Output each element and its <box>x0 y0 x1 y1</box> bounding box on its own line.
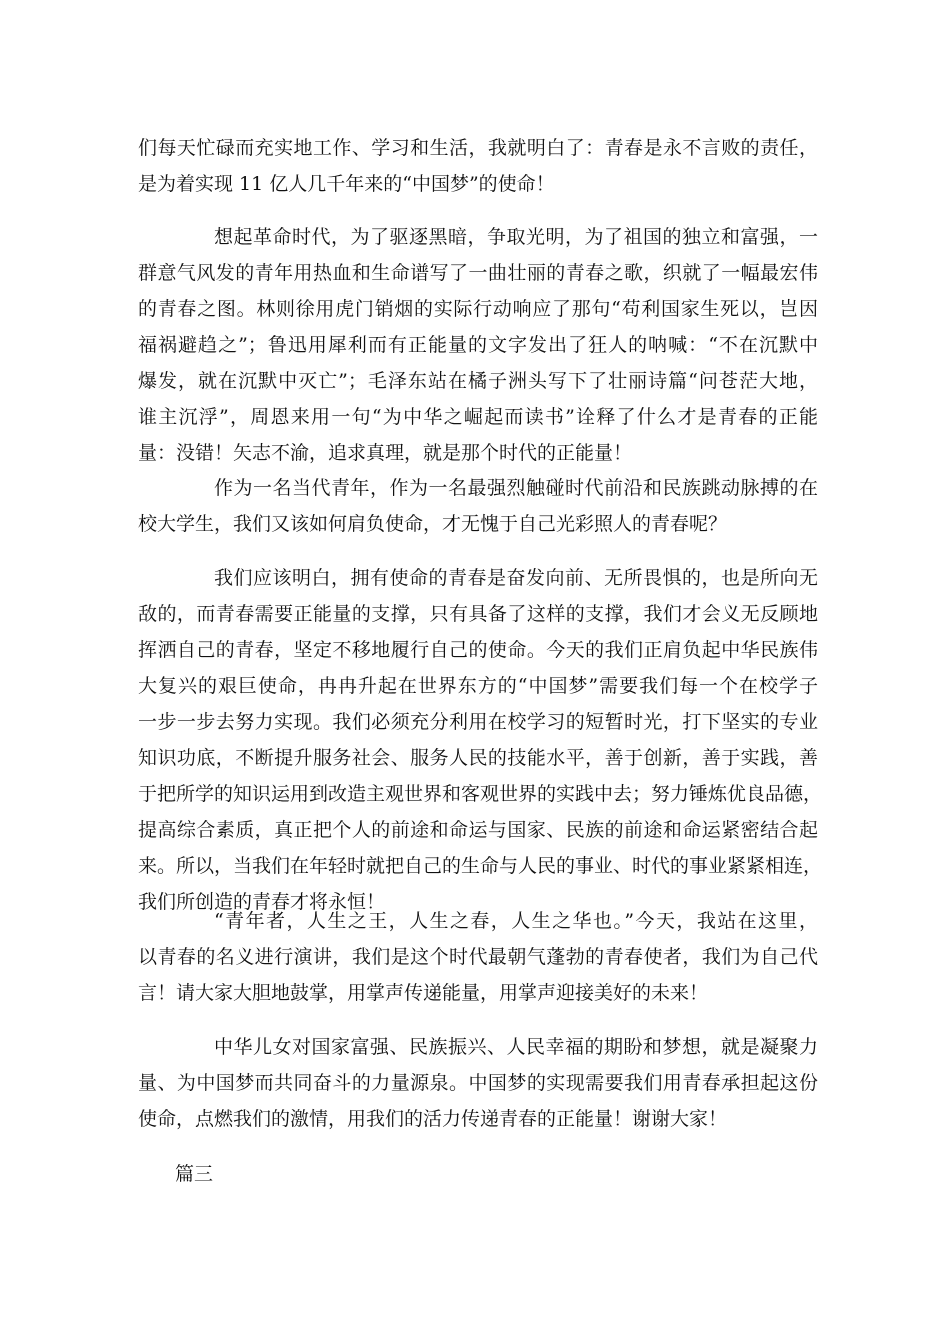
paragraph-3 <box>138 470 818 542</box>
text-line: 我们所创造的青春才将永恒！ <box>138 891 386 913</box>
text-line: 群意气风发的青年用热血和生命谱写了一曲壮丽的青春之歌，织就了一幅最宏伟 <box>138 262 818 284</box>
text-line: 福祸避趋之”；鲁迅用犀利而有正能量的文字发出了狂人的呐喊：“不在沉默中 <box>138 334 818 356</box>
paragraph-5 <box>138 903 818 1011</box>
text-line: 于把所学的知识运用到改造主观世界和客观世界的实践中去；努力锤炼优良品德， <box>138 783 823 805</box>
text-line: 校大学生，我们又该如何肩负使命，才无愧于自己光彩照人的青春呢？ <box>138 513 728 535</box>
text-line: 的青春之图。林则徐用虎门销烟的实际行动响应了那句“苟利国家生死以，岂因 <box>138 298 818 320</box>
text-line: 来。所以，当我们在年轻时就把自己的生命与人民的事业、时代的事业紧紧相连， <box>138 855 823 877</box>
text-line: 使命，点燃我们的激情，用我们的活力传递青春的正能量！谢谢大家！ <box>138 1108 728 1130</box>
text-line: 一步一步去努力实现。我们必须充分利用在校学习的短暂时光，打下坚实的专业 <box>138 711 818 733</box>
text-line: 提高综合素质，真正把个人的前途和命运与国家、民族的前途和命运紧密结合起 <box>138 819 818 841</box>
text-line: “青年者，人生之王，人生之春，人生之华也。”今天，我站在这里， <box>214 910 818 932</box>
paragraph-6 <box>138 1029 818 1137</box>
paragraph-2 <box>138 219 818 471</box>
text-line: 敌的，而青春需要正能量的支撑，只有具备了这样的支撑，我们才会义无反顾地 <box>138 603 818 625</box>
text-line: 谁主沉浮”，周恩来用一句“为中华之崛起而读书”诠释了什么才是青春的正能 <box>138 406 818 428</box>
text-line: 量：没错！矢志不渝，追求真理，就是那个时代的正能量！ <box>138 442 633 464</box>
section-heading: 篇三 <box>175 1163 214 1185</box>
text-line: 们每天忙碌而充实地工作、学习和生活，我就明白了：青春是永不言败的责任， <box>138 137 818 159</box>
text-line: 以青春的名义进行演讲，我们是这个时代最朝气蓬勃的青春使者，我们为自己代 <box>138 946 818 968</box>
text-line: 量、为中国梦而共同奋斗的力量源泉。中国梦的实现需要我们用青春承担起这份 <box>138 1072 818 1094</box>
text-line: 我们应该明白，拥有使命的青春是奋发向前、无所畏惧的，也是所向无 <box>214 567 818 589</box>
text-line: 言！请大家大胆地鼓掌，用掌声传递能量，用掌声迎接美好的未来！ <box>138 982 709 1004</box>
text-line: 挥洒自己的青春，坚定不移地履行自己的使命。今天的我们正肩负起中华民族伟 <box>138 639 818 661</box>
text-line: 是为着实现 11 亿人几千年来的“中国梦”的使命！ <box>138 173 555 195</box>
text-line: 大复兴的艰巨使命，冉冉升起在世界东方的“中国梦”需要我们每一个在校学子 <box>138 675 818 697</box>
text-line: 知识功底，不断提升服务社会、服务人民的技能水平，善于创新，善于实践，善 <box>138 747 818 769</box>
text-line: 中华儿女对国家富强、民族振兴、人民幸福的期盼和梦想，就是凝聚力 <box>214 1036 818 1058</box>
text-line: 爆发，就在沉默中灭亡”；毛泽东站在橘子洲头写下了壮丽诗篇“问苍茫大地， <box>138 370 818 392</box>
paragraph-1 <box>138 130 818 202</box>
text-line: 想起革命时代，为了驱逐黑暗，争取光明，为了祖国的独立和富强，一 <box>214 226 818 248</box>
text-line: 作为一名当代青年，作为一名最强烈触碰时代前沿和民族跳动脉搏的在 <box>214 477 818 499</box>
paragraph-4 <box>138 560 823 920</box>
